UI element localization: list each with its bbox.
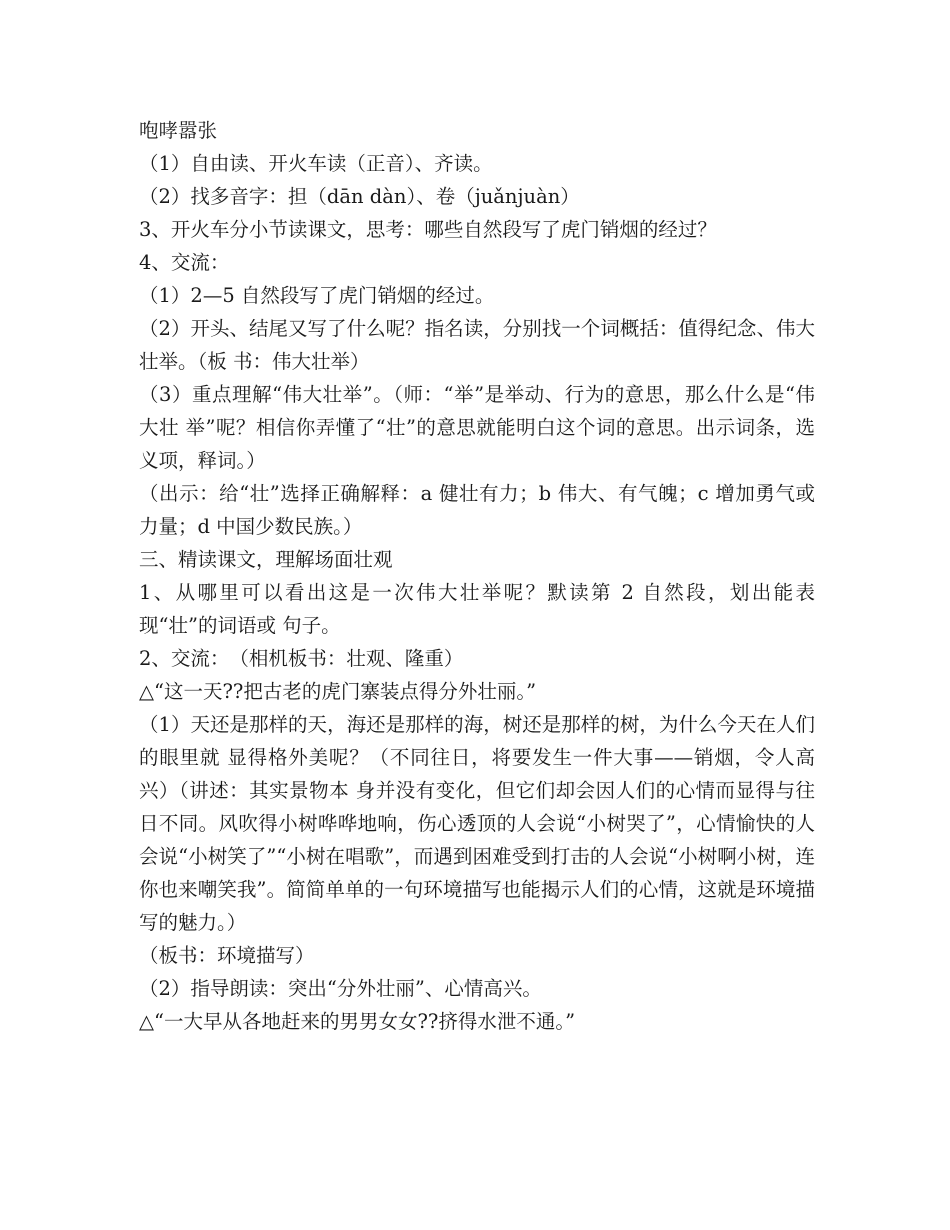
text-line: （2）找多音字：担（dān dàn）、卷（juǎnjuàn） <box>139 185 580 208</box>
text-line: 咆哮嚣张 <box>139 119 218 142</box>
text-paragraph: 1、从哪里可以看出这是一次伟大壮举呢？默读第 2 自然段，划出能表现“壮”的词语或 句子。 <box>139 581 815 637</box>
quote-line: △“一大早从各地赶来的男男女女??挤得水泄不通。” <box>139 1010 576 1033</box>
text-line: 2、交流： （相机板书：壮观、隆重） <box>139 647 464 670</box>
text-line: （2）指导朗读：突出“分外壮丽”、心情高兴。 <box>139 977 542 1000</box>
text-paragraph: （2）开头、结尾又写了什么呢？指名读，分别找一个词概括：值得纪念、伟大壮举。（板 书：伟大壮举） <box>139 317 815 373</box>
text-paragraph: （3）重点理解“伟大壮举”。（师：“举”是举动、行为的意思，那么什么是“伟大壮 举”呢？相信你弄懂了“壮”的意思就能明白这个词的意思。出示词条，选义项，释词。） <box>139 383 815 472</box>
text-line: 3、开火车分小节读课文，思考：哪些自然段写了虎门销烟的经过？ <box>139 218 717 241</box>
text-line: （1）2—5 自然段写了虎门销烟的经过。 <box>139 284 495 307</box>
text-line: （板书：环境描写） <box>139 944 315 967</box>
quote-line: △“这一天??把古老的虎门寨装点得分外壮丽。” <box>139 680 537 703</box>
text-paragraph: （出示：给“壮”选择正确解释：a 健壮有力；b 伟大、有气魄；c 增加勇气或力量；d 中国少数民族。） <box>139 482 815 538</box>
text-line: 4、交流： <box>139 251 230 274</box>
document-body <box>139 114 815 1038</box>
section-heading: 三、精读课文，理解场面壮观 <box>139 548 393 571</box>
text-paragraph: （1）天还是那样的天，海还是那样的海，树还是那样的树，为什么今天在人们的眼里就 显得格外美呢？（不同往日，将要发生一件大事——销烟，令人高兴）（讲述：其实景物本 身并没有变化，但它们却会因人们的心情而显得与往日不同。风吹得小树哗哗地响，伤心透顶的人会说“小树哭了”，心情愉快的人会说“小树笑了”“小树在唱歌”，而遇到困难受到打击的人会说“小树啊小树，连你也来嘲笑我”。简简单单的一句环境描写也能揭示人们的心情，这就是环境描写的魅力。） <box>139 713 815 934</box>
text-line: （1）自由读、开火车读（正音）、齐读。 <box>139 152 493 175</box>
